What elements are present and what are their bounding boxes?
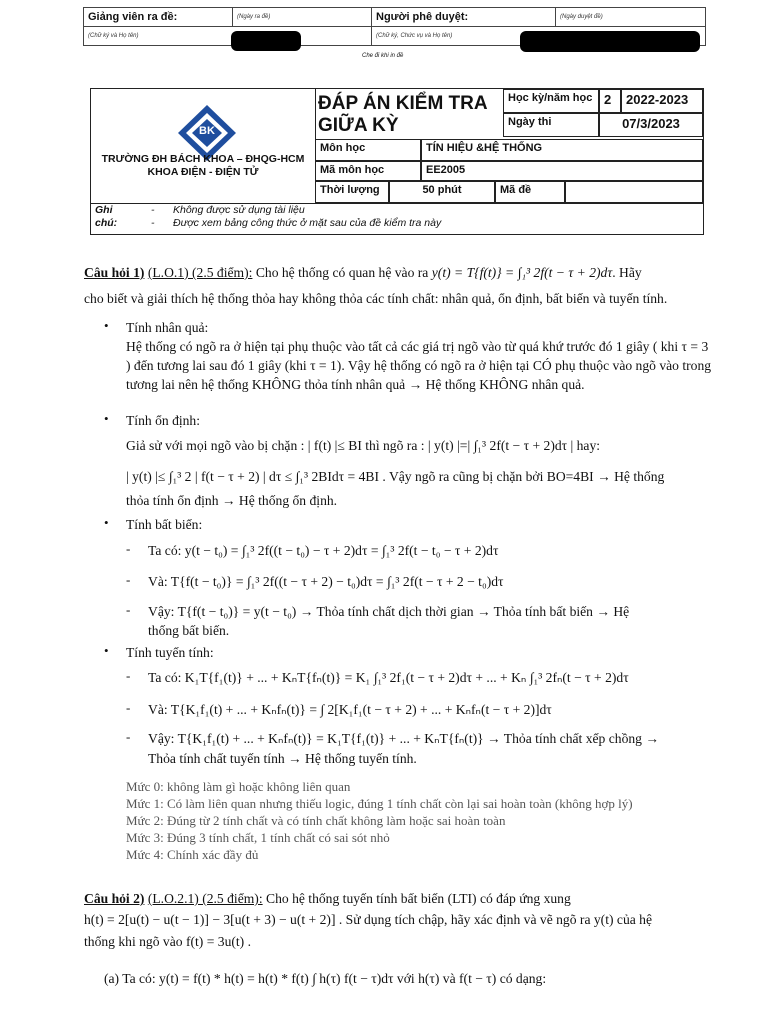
lecturer-sign-hint: (Chữ ký và Họ tên) (84, 27, 372, 46)
note-2: Được xem bảng công thức ở mặt sau của đề kiểm tra này (173, 217, 442, 229)
exam-date-label: Ngày thi (503, 113, 599, 137)
q1-lin-4: Thỏa tính chất tuyến tính → Hệ thống tuyến tính. (148, 751, 417, 766)
grading-level: Mức 3: Đúng 3 tính chất, 1 tính chất có sai sót nhỏ (126, 830, 390, 845)
print-note: Che đi khi in đề (362, 53, 404, 59)
grading-level: Mức 2: Đúng từ 2 tính chất và có tính chất không làm hoặc sai hoàn toàn (126, 813, 506, 828)
q1-lin-3: Vậy: T{K₁f₁(t) + ... + Kₙfₙ(t)} = K₁T{f₁(t)} + ... + KₙT{fₙ(t)} → Thỏa tính chất xếp chồng → (148, 731, 659, 746)
exam-code-value (565, 181, 703, 203)
redacted-signature-approver (520, 31, 700, 52)
q2-heading (84, 889, 712, 908)
q1-main-equation: y(t) = T{f(t)} = ∫₁³ 2f(t − τ + 2)dτ (431, 265, 613, 280)
q1-title: Câu hỏi 1) (84, 265, 145, 280)
q1-grading-levels (126, 778, 754, 863)
subject-label: Môn học (315, 139, 421, 161)
approver-sign-hint: (Chữ ký, Chức vụ và Họ tên) (372, 27, 706, 46)
exam-header: BK TRƯỜNG ĐH BÁCH KHOA – ĐHQG-HCM KHOA ĐIỆN - ĐIỆN TỬ ĐÁP ÁN KIỂM TRA GIỮA KỲ Học kỳ/năm học 2 2022-2023 Ngày thi 07/3/2023 Môn học TÍN HIỆU &HỆ THỐNG Mã môn học EE2005 Thời lượng 50 phút Mã đề Ghi chú: - - Không được sử dụng tài liệu Được xem bảng công thức ở mặt sau của đề kiểm tra này (90, 88, 704, 235)
note-label-1: Ghi (95, 204, 113, 216)
q1-ti-4: thống bất biến. (148, 623, 230, 638)
subject-value: TÍN HIỆU &HỆ THỐNG (421, 139, 703, 161)
q1-lin-title: Tính tuyến tính: (126, 645, 214, 660)
q1-ti-1: Ta có: y(t − t₀) = ∫₁³ 2f((t − t₀) − τ + 2)dτ = ∫₁³ 2f(t − t₀ − τ + 2)dτ (148, 543, 499, 558)
grading-level: Mức 4: Chính xác đầy đủ (126, 847, 259, 862)
q1-causal-text: Hệ thống có ngõ ra ở hiện tại phụ thuộc vào tất cả các giá trị ngõ vào từ quá khứ trước đó 1 giây ( khi τ = 3 ) đến tương lai sau đó 1 giây (khi τ = 1). Vậy hệ thống có ngõ ra ở hiện tại CÓ phụ thuộc vào ngõ vào trong tương lai nên hệ thống KHÔNG thỏa tính nhân quả → Hệ thống KHÔNG nhân quả. (126, 339, 712, 392)
q1-ti-2: Và: T{f(t − t₀)} = ∫₁³ 2f((t − τ + 2) − t₀)dτ = ∫₁³ 2f(t − τ + 2 − t₀)dτ (148, 574, 504, 589)
q1-causal-title: Tính nhân quả: (126, 320, 209, 335)
duration-label: Thời lượng (315, 181, 389, 203)
q1-ti-3: Vậy: T{f(t − t₀)} = y(t − t₀) → Thỏa tính chất dịch thời gian → Thỏa tính bất biến → Hệ (148, 604, 630, 619)
lecturer-date-hint: (Ngày ra đề) (233, 8, 372, 27)
semester-value: 2 (599, 89, 621, 113)
duration-value: 50 phút (389, 181, 495, 203)
q1-meta: (L.O.1) (2.5 điểm): (147, 265, 253, 280)
faculty-name: KHOA ĐIỆN - ĐIỆN TỬ (147, 166, 259, 178)
logo-text: BK (199, 125, 215, 137)
q1-intro-b: . Hãy (612, 265, 642, 280)
year-value: 2022-2023 (621, 89, 703, 113)
exam-date-value: 07/3/2023 (599, 113, 703, 137)
school-name: TRƯỜNG ĐH BÁCH KHOA – ĐHQG-HCM (101, 153, 305, 165)
q1-stable-3: thỏa tính ổn định → Hệ thống ổn định. (126, 493, 338, 508)
redacted-signature-lecturer (231, 31, 301, 51)
approver-label: Người phê duyệt: (372, 8, 556, 27)
lecturer-label: Giảng viên ra đề: (84, 8, 233, 27)
q2-line-2: h(t) = 2[u(t) − u(t − 1)] − 3[u(t + 3) − u(t + 2)] . Sử dụng tích chập, hãy xác định và vẽ ngõ ra y(t) của hệ (84, 912, 652, 927)
q1-stable-title: Tính ổn định: (126, 413, 201, 428)
q1-ti-title: Tính bất biến: (126, 517, 203, 532)
q1-stable-1: Giả sử với mọi ngõ vào bị chặn : | f(t) |≤ BI thì ngõ ra : | y(t) |=| ∫₁³ 2f(t − τ + 2)dτ | hay: (126, 438, 601, 453)
grading-level: Mức 0: không làm gì hoặc không liên quan (126, 779, 351, 794)
code-value: EE2005 (421, 161, 703, 181)
q2-title: Câu hỏi 2) (84, 891, 145, 906)
q1-stable-2: | y(t) |≤ ∫₁³ 2 | f(t − τ + 2) | dτ ≤ ∫₁³ 2BIdτ = 4BI . Vậy ngõ ra cũng bị chặn bởi BO=4BI → Hệ thống (126, 469, 665, 484)
note-label-2: chú: (95, 217, 118, 229)
q2-part-a: (a) Ta có: y(t) = f(t) * h(t) = h(t) * f(t) ∫ h(τ) f(t − τ)dτ với h(τ) và f(t − τ) có dạng: (104, 971, 547, 986)
q1-heading (84, 263, 712, 282)
q2-meta: (L.O.2.1) (2.5 điểm): (147, 891, 263, 906)
approver-date-hint: (Ngày duyệt đề) (556, 8, 706, 27)
semester-label: Học kỳ/năm học (503, 89, 599, 113)
grading-level: Mức 1: Có làm liên quan nhưng thiếu logic, đúng 1 tính chất còn lại sai hoàn toàn (không hợp lý) (126, 796, 633, 811)
q2-line-3: thống khi ngõ vào f(t) = 3u(t) . (84, 934, 251, 949)
exam-title-line1: ĐÁP ÁN KIỂM TRA (318, 93, 488, 114)
exam-code-label: Mã đề (495, 181, 565, 203)
q1-intro-c: cho biết và giải thích hệ thống thỏa hay không thỏa các tính chất: nhân quả, ổn định, bất biến và tuyến tính. (84, 291, 668, 306)
exam-title-line2: GIỮA KỲ (318, 115, 399, 136)
note-1: Không được sử dụng tài liệu (173, 204, 305, 216)
q1-lin-2: Và: T{K₁f₁(t) + ... + Kₙfₙ(t)} = ∫ 2[K₁f₁(t − τ + 2) + ... + Kₙfₙ(t − τ + 2)]dτ (148, 702, 552, 717)
q1-intro-a: Cho hệ thống có quan hệ vào ra (255, 265, 429, 280)
q1-lin-1: Ta có: K₁T{f₁(t)} + ... + KₙT{fₙ(t)} = K₁ ∫₁³ 2f₁(t − τ + 2)dτ + ... + Kₙ ∫₁³ 2fₙ(t − τ + 2)dτ (148, 670, 629, 685)
q2-line-1: Cho hệ thống tuyến tính bất biến (LTI) có đáp ứng xung (266, 891, 571, 906)
code-label: Mã môn học (315, 161, 421, 181)
